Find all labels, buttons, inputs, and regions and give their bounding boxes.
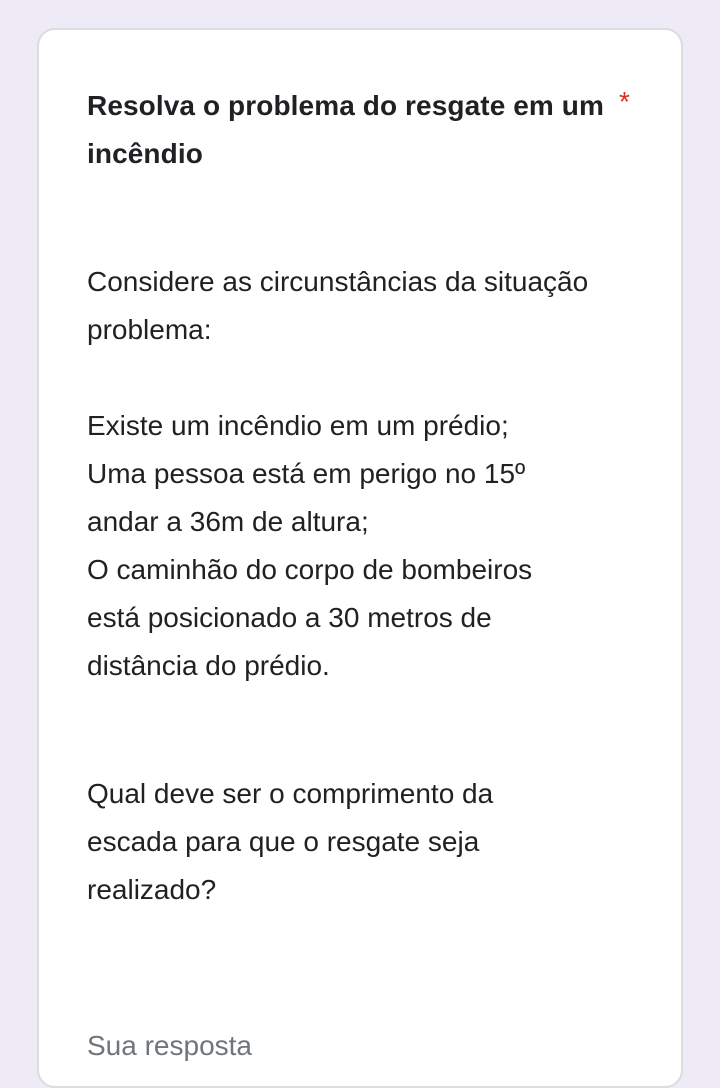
fact-1: Existe um incêndio em um prédio; <box>87 410 509 441</box>
question-prompt: Qual deve ser o comprimento da escada para que o resgate seja realizado? <box>87 778 494 905</box>
fact-3: O caminhão do corpo de bombeiros está posicionado a 30 metros de distância do prédio. <box>87 554 533 681</box>
required-asterisk: * <box>619 86 630 117</box>
description-intro: Considere as circunstâncias da situação problema: <box>87 266 589 345</box>
answer-input[interactable]: Sua resposta <box>87 1030 252 1061</box>
question-title: Resolva o problema do resgate em um incêndio <box>87 90 604 169</box>
fact-2: Uma pessoa está em perigo no 15º andar a 36m de altura; <box>87 458 526 537</box>
question-card <box>37 28 683 1088</box>
